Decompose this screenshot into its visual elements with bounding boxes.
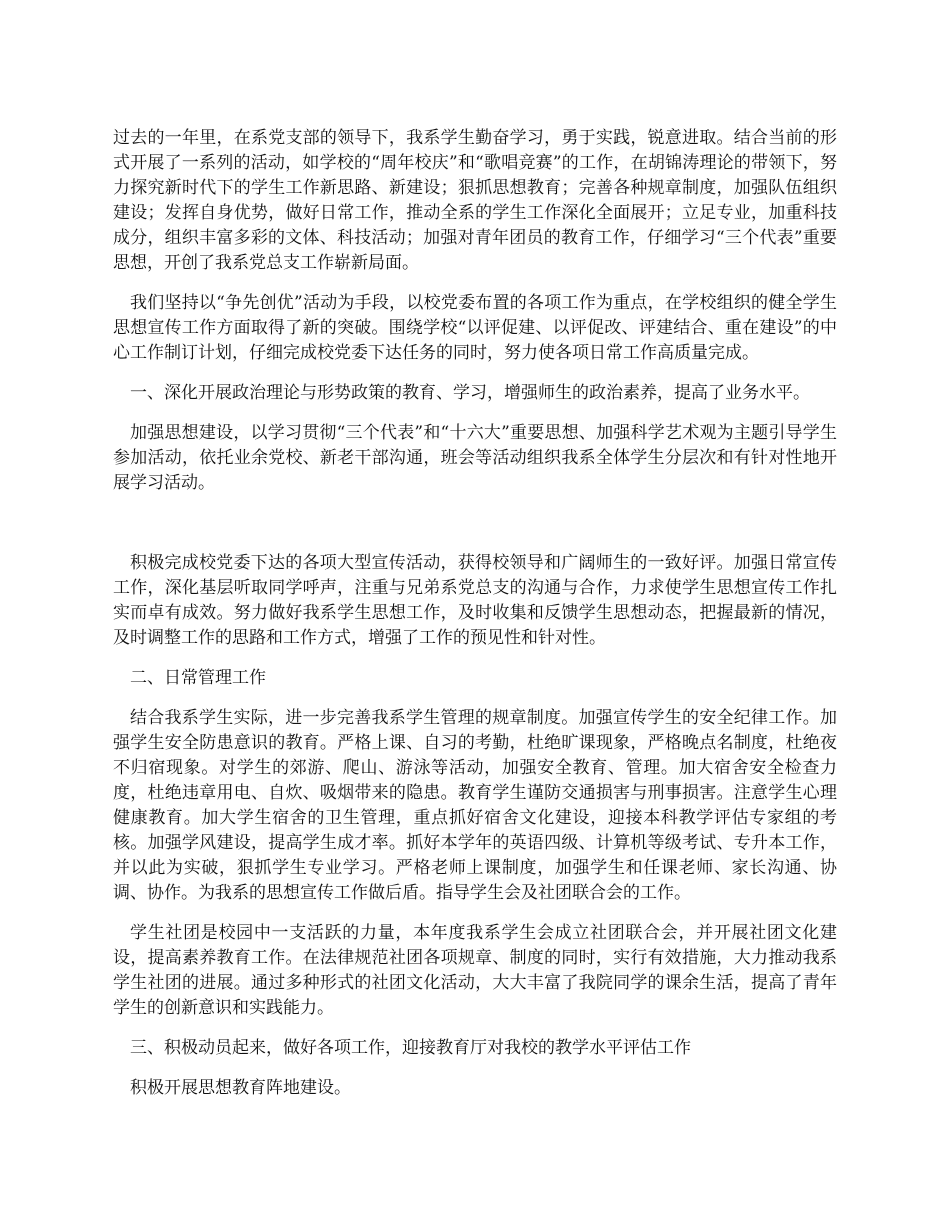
paragraph-strategy: 我们坚持以“争先创优”活动为手段，以校党委布置的各项工作为重点，在学校组织的健全学生思想宣传工作方面取得了新的突破。围绕学校“以评促建、以评促改、评建结合、重在建设”的中心工作制订计划，仔细完成校党委下达任务的同时，努力使各项日常工作高质量完成。 <box>113 293 837 363</box>
section-heading-two: 二、日常管理工作 <box>130 668 266 688</box>
paragraph-daily-management: 结合我系学生实际，进一步完善我系学生管理的规章制度。加强宣传学生的安全纪律工作。加强学生安全防患意识的教育。严格上课、自习的考勤，杜绝旷课现象，严格晚点名制度，杜绝夜不归宿现象。对学生的郊游、爬山、游泳等活动，加强安全教育、管理。加大宿舍安全检查力度，杜绝违章用电、自炊、吸烟带来的隐患。教育学生谨防交通损害与刑事损害。注意学生心理健康教育。加大学生宿舍的卫生管理，重点抓好宿舍文化建设，迎接本科教学评估专家组的考核。加强学风建设，提高学生成才率。抓好本学年的英语四级、计算机等级考试、专升本工作，并以此为实破，狠抓学生专业学习。严格老师上课制度，加强学生和任课老师、家长沟通、协调、协作。为我系的思想宣传工作做后盾。指导学生会及社团联合会的工作。 <box>113 708 837 903</box>
paragraph-education-base: 积极开展思想教育阵地建设。 <box>130 1078 351 1098</box>
paragraph-student-clubs: 学生社团是校园中一支活跃的力量，本年度我系学生会成立社团联合会，并开展社团文化建设，提高素养教育工作。在法律规范社团各项规章、制度的同时，实行有效措施，大力推动我系学生社团的进展。通过多种形式的社团文化活动，大大丰富了我院同学的课余生活，提高了青年学生的创新意识和实践能力。 <box>113 923 837 1018</box>
paragraph-thought-building: 加强思想建设，以学习贯彻“三个代表”和“十六大”重要思想、加强科学艺术观为主题引导学生参加活动，依托业余党校、新老干部沟通，班会等活动组织我系全体学生分层次和有针对性地开展学习活动。 <box>113 423 837 493</box>
section-heading-three: 三、积极动员起来，做好各项工作，迎接教育厅对我校的教学水平评估工作 <box>130 1038 691 1058</box>
section-heading-one: 一、深化开展政治理论与形势政策的教育、学习，增强师生的政治素养，提高了业务水平。 <box>130 383 810 403</box>
paragraph-publicity: 积极完成校党委下达的各项大型宣传活动，获得校领导和广阔师生的一致好评。加强日常宣传工作，深化基层听取同学呼声，注重与兄弟系党总支的沟通与合作，力求使学生思想宣传工作扎实而卓有成效。努力做好我系学生思想工作，及时收集和反馈学生思想动态，把握最新的情况，及时调整工作的思路和工作方式，增强了工作的预见性和针对性。 <box>113 553 837 648</box>
paragraph-intro: 过去的一年里，在系党支部的领导下，我系学生勤奋学习，勇于实践，锐意进取。结合当前的形式开展了一系列的活动，如学校的“周年校庆”和“歌唱竞赛”的工作，在胡锦涛理论的带领下，努力探究新时代下的学生工作新思路、新建设；狠抓思想教育；完善各种规章制度，加强队伍组织建设；发挥自身优势，做好日常工作，推动全系的学生工作深化全面展开；立足专业，加重科技成分，组织丰富多彩的文体、科技活动；加强对青年团员的教育工作，仔细学习“三个代表”重要思想，开创了我系党总支工作崭新局面。 <box>113 128 837 273</box>
document-body <box>113 126 837 1116</box>
blank-gap <box>113 511 837 551</box>
